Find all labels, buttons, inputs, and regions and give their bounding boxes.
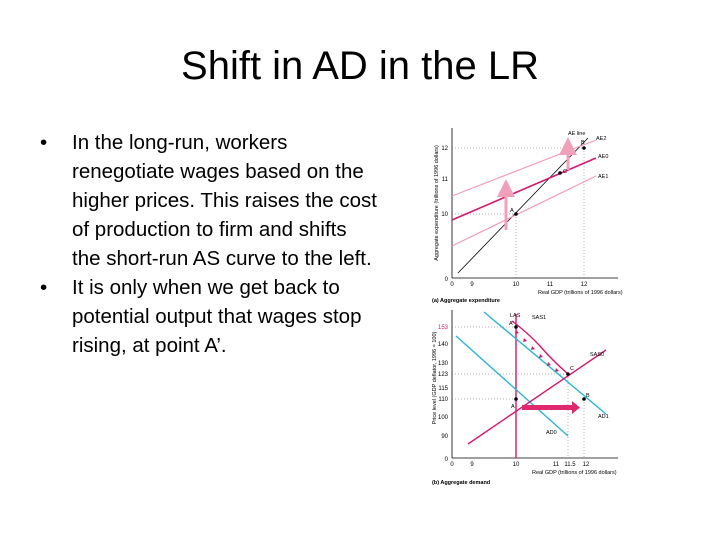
b-y-tick: 100 [437,415,448,421]
bullet-list [40,128,380,360]
a-point-label: B [581,140,585,146]
bullet-item [40,128,380,273]
a-x-axis-label: Real GDP (trillions of 1996 dollars) [538,290,623,296]
a-point-b [582,146,586,150]
a-y-tick: 10 [441,212,448,218]
figure-svg [418,118,626,488]
slide-title: Shift in AD in the LR [181,44,539,88]
a-x-tick: 0 [450,282,454,288]
b-y-tick: 115 [438,386,448,392]
b-sas1-curve [512,321,568,374]
a-caption: (a) Aggregate expenditure [432,298,500,304]
bullet-item [40,273,380,360]
panel-aggregate-expenditure [432,128,623,304]
b-y-tick: 140 [437,342,448,348]
b-ad0-curve [456,336,568,436]
b-point-c [566,372,570,376]
b-point-label: B [586,393,590,399]
b-shift-arrow-body [522,405,572,410]
a-point-label: A [510,208,514,214]
bullet-text: It is only when we get back to potential output that wages stop rising, at point A’. [72,276,362,357]
b-point-label: C [570,366,574,372]
a-x-tick: 12 [580,282,588,288]
a-label-ae1: AE1 [598,174,609,180]
economics-figure [418,118,626,488]
a-point-c [558,171,562,175]
b-caption: (b) Aggregate demand [432,480,491,486]
b-y-tick: 123 [437,372,448,378]
b-y-tick: 153 [437,325,448,331]
b-point-a [514,397,518,401]
a-point-a [514,212,518,216]
b-point-a-prime [514,325,518,329]
b-x-tick: 12 [582,462,590,468]
b-y-tick: 90 [441,434,448,440]
b-x-tick: 11.5 [564,462,576,468]
a-label-ae0: AE0 [598,154,609,160]
b-x-axis-label: Real GDP (trillions of 1996 dollars) [532,470,617,476]
b-path-arrows [515,330,559,372]
b-shift-arrow-head [572,401,580,414]
a-y-axis-label: Aggregate expenditure (trillions of 1996 dollars) [434,145,440,261]
a-x-tick: 9 [470,282,474,288]
a-label-ae2: AE2 [596,136,607,142]
bullet-dot-icon: • [40,276,48,299]
a-label-45: AE line [568,131,586,137]
b-y-tick: 110 [438,397,448,403]
b-label-sas0: SAS0 [590,352,605,358]
a-x-tick: 10 [512,282,520,288]
bullet-text: In the long-run, workers renegotiate wages based on the higher prices. This raises the cost of production to firm and shifts the short-run AS curve to the left. [72,131,377,270]
b-x-tick: 11 [552,462,560,468]
b-x-tick: 9 [470,462,474,468]
a-y-tick: 0 [444,277,448,283]
b-y-tick: 0 [444,457,448,463]
a-y-tick: 11 [441,177,448,183]
b-y-tick: 130 [437,361,448,367]
b-label-las: LAS [510,313,521,319]
a-x-tick: 11 [546,282,554,288]
b-label-sas1: SAS1 [532,315,547,321]
b-y-axis-label: Price level (GDP deflator, 1996 = 100) [432,331,438,425]
b-point-label: A [511,404,515,410]
bullet-dot-icon: • [40,131,48,154]
b-point-label: A' [509,321,514,327]
b-x-tick: 0 [450,462,454,468]
b-x-tick: 10 [512,462,520,468]
b-label-ad1: AD1 [598,414,609,420]
b-label-ad0: AD0 [546,430,557,436]
a-point-label: C [563,169,567,175]
a-y-tick: 12 [441,146,448,152]
panel-aggregate-demand [432,310,618,486]
